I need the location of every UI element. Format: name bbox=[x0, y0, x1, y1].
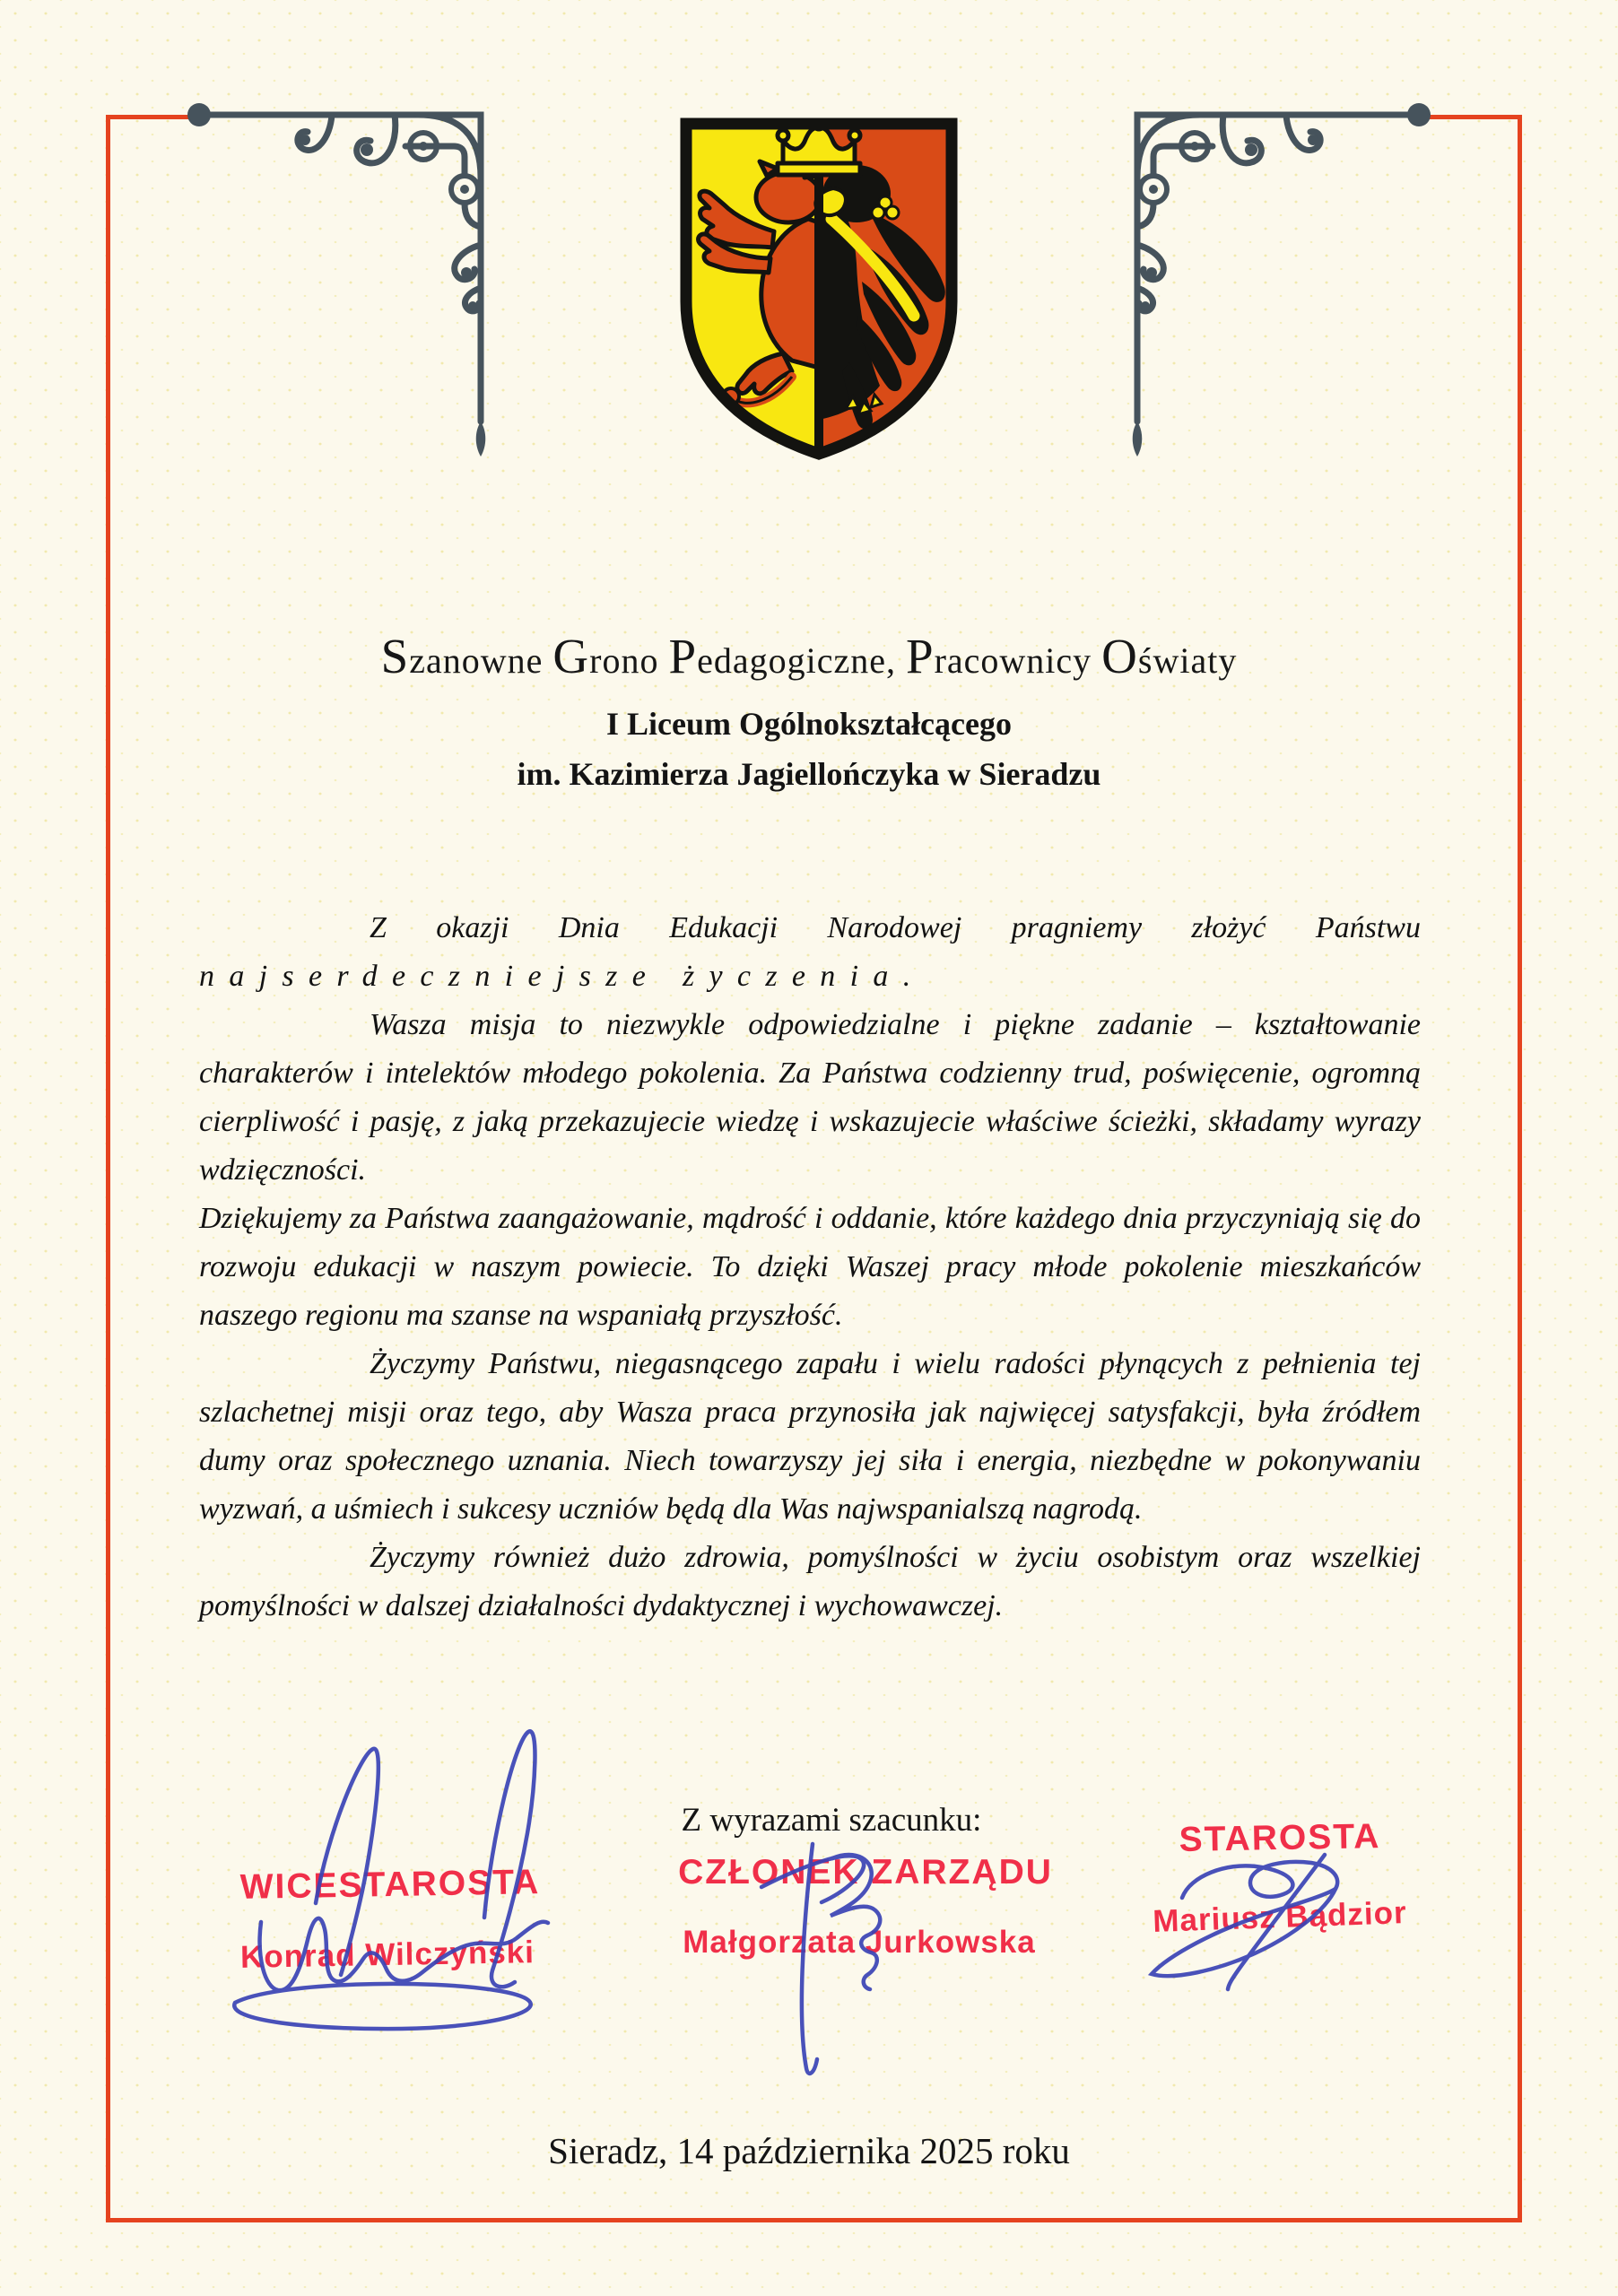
stamp-name-konrad-wilczynski: Konrad Wilczyński bbox=[239, 1935, 535, 1975]
body-paragraph: Życzymy również dużo zdrowia, pomyślności w życiu osobistym oraz wszelkiej pomyślności w dalszej działalności dydaktycznej i wychowawczej. bbox=[199, 1541, 1421, 1622]
salutation: Z wyrazami szacunku: bbox=[681, 1802, 982, 1839]
letter-body bbox=[199, 904, 1421, 1631]
stamp-role-starosta: STAROSTA bbox=[1179, 1817, 1381, 1859]
stamp-role-wicestarosta: WICESTAROSTA bbox=[239, 1863, 541, 1907]
school-name: I Liceum Ogólnokształcącego bbox=[606, 706, 1012, 742]
addressee-title: Szanowne Grono Pedagogiczne, Pracownicy Oświaty bbox=[380, 629, 1238, 683]
body-paragraph: Wasza misja to niezwykle odpowiedzialne i piękne zadanie – kształtowanie charakterów i intelektów młodego pokolenia. Za Państwa codzienny trud, poświęcenie, ogromną cierpliwość i pasję, z jaką przekazujecie wiedzę i wskazujecie właściwe ścieżki, składamy wyrazy wdzięczności. bbox=[199, 1008, 1421, 1187]
school-patron: im. Kazimierza Jagiellończyka w Sieradzu bbox=[517, 756, 1101, 792]
letter-heading bbox=[0, 629, 1618, 793]
stamp-name-mariusz-badzior: Mariusz Bądzior bbox=[1152, 1895, 1408, 1939]
corner-flourish-right-icon bbox=[1116, 103, 1439, 475]
body-paragraph: Z okazji Dnia Edukacji Narodowej pragniemy złożyć Państwu najserdeczniejsze życzenia. bbox=[199, 911, 1421, 993]
coat-of-arms-icon bbox=[674, 111, 964, 466]
stamp-name-malgorzata-jurkowska: Małgorzata Jurkowska bbox=[683, 1925, 1036, 1960]
body-paragraph: Dziękujemy za Państwa zaangażowanie, mądrość i oddanie, które każdego dnia przyczyniają się do rozwoju edukacji w naszym powiecie. To dzięki Waszej pracy młode pokolenie mieszkańców naszego regionu ma szanse na wspaniałą przyszłość. bbox=[199, 1202, 1421, 1332]
body-paragraph: Życzymy Państwu, niegasnącego zapału i wielu radości płynących z pełnienia tej szlachetnej misji oraz tego, aby Wasza praca przynosiła jak najwięcej satysfakcji, była źródłem dumy oraz społecznego uznania. Niech towarzyszy jej siła i energia, niezbędne w pokonywaniu wyzwań, a uśmiech i sukcesy uczniów będą dla Was najwspanialszą nagrodą. bbox=[199, 1347, 1421, 1526]
corner-flourish-left-icon bbox=[179, 103, 502, 475]
dateline: Sieradz, 14 października 2025 roku bbox=[548, 2130, 1070, 2171]
stamp-role-czlonek-zarzadu: CZŁONEK ZARZĄDU bbox=[678, 1853, 1053, 1892]
